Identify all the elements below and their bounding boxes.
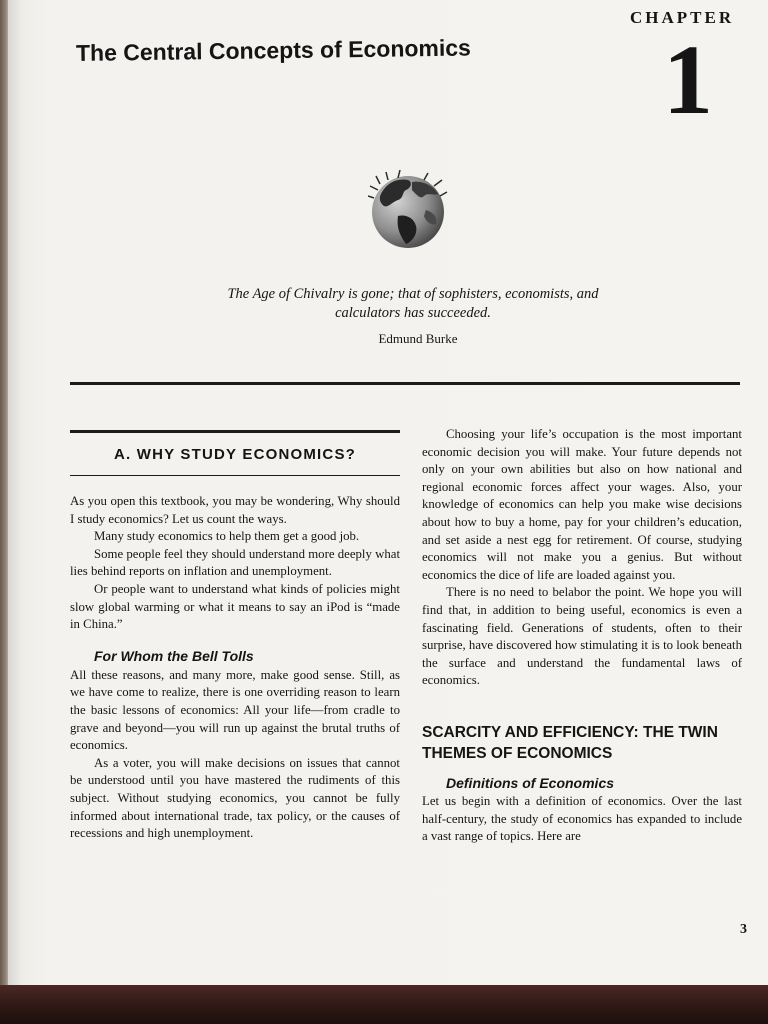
epigraph-line: The Age of Chivalry is gone; that of sophisters, economists, and <box>227 286 599 302</box>
paragraph: All these reasons, and many more, make good sense. Still, as we have come to realize, there is one overriding reason to learn the basic lessons of economics: All your life—from cradle to grave and beyond—you will run up against the brutal truths of economics. <box>70 667 400 753</box>
epigraph-line: calculators has succeeded. <box>335 305 491 321</box>
right-column <box>422 426 742 846</box>
section-heading: A. WHY STUDY ECONOMICS? <box>113 446 357 463</box>
globe-icon <box>368 170 448 250</box>
chapter-label: CHAPTER <box>630 8 735 27</box>
paragraph: There is no need to belabor the point. We hope you will find that, in addition to being useful, economics is even a fascinating field. Generations of students, often to their surprise, have discovered how stimulating it is to look beneath the surface and understand the fundamental laws of economics. <box>422 585 742 688</box>
section-bottom-rule <box>70 475 400 476</box>
subsection-text <box>70 667 400 843</box>
paragraph: Choosing your life’s occupation is the most important economic decision you will make. Your future depends not only on your own abilities but also on how national and regional economic forces affect your wages. Also, your knowledge of economics can help you make wise decisions about how to buy a home, pay for your children’s education, and set aside a nest egg for retirement. Of course, studying economics will not make you a genius. But without economics the dice of life are loaded against you. <box>422 427 742 582</box>
paragraph: Or people want to understand what kinds of policies might slow global warming or what it means to say an iPod is “made in China.” <box>70 581 400 632</box>
epigraph-author: Edmund Burke <box>378 331 458 346</box>
continued-text <box>422 426 742 690</box>
paragraph: Let us begin with a definition of economics. Over the last half-century, the study of economics has expanded to include a vast range of topics. Here are <box>422 793 742 844</box>
section-divider <box>70 382 740 385</box>
left-column <box>70 430 400 843</box>
paragraph: As you open this textbook, you may be wondering, Why should I study economics? Let us count the ways. <box>70 494 400 526</box>
chapter-number: 1 <box>663 24 713 135</box>
paragraph: Many study economics to help them get a good job. <box>94 529 360 544</box>
chapter-title: The Central Concepts of Economics <box>75 34 472 66</box>
epigraph-quote <box>158 285 668 323</box>
background-surface <box>0 985 768 1024</box>
paragraph: As a voter, you will make decisions on issues that cannot be understood until you have mastered the rudiments of this subject. Without studying economics, you cannot be fully informed about international trade, tax policy, or the causes of recessions and high unemployment. <box>70 755 400 841</box>
subheading: For Whom the Bell Tolls <box>94 647 254 664</box>
intro-text <box>70 493 400 634</box>
book-page <box>8 0 768 985</box>
subheading: Definitions of Economics <box>446 774 615 791</box>
definitions-text <box>422 793 742 846</box>
section-top-rule <box>70 430 400 433</box>
section-heading: SCARCITY AND EFFICIENCY: THE TWIN THEMES OF ECONOMICS <box>422 723 718 762</box>
paragraph: Some people feel they should understand more deeply what lies behind reports on inflation and unemployment. <box>70 546 400 579</box>
page-number: 3 <box>740 922 747 937</box>
